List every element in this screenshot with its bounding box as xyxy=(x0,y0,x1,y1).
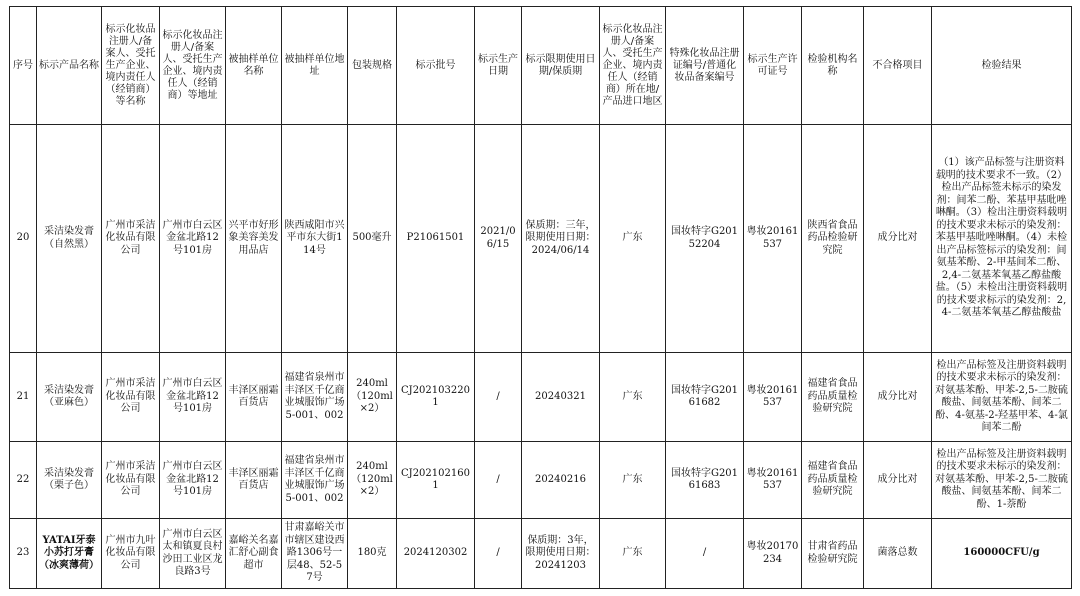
header-sampled-unit-name: 被抽样单位名称 xyxy=(226,7,282,125)
cell-lab: 陕西省食品药品检验研究院 xyxy=(802,125,864,353)
sampling-results-table xyxy=(9,6,1072,589)
table-row xyxy=(10,442,1072,519)
header-batch: 标示批号 xyxy=(397,7,475,125)
cell-license-no: 粤妆20161537 xyxy=(744,442,802,519)
cell-cert-no: 国妆特字G20152204 xyxy=(666,125,744,353)
cell-cert-no: 国妆特字G20161682 xyxy=(666,353,744,442)
cell-product-name: YATAI牙泰小苏打牙膏（冰爽薄荷） xyxy=(37,519,102,589)
header-row xyxy=(10,7,1072,125)
cell-sampled-unit-name: 兴平市好形象美容美发用品店 xyxy=(226,125,282,353)
cell-registrant-name: 广州市采洁化妆品有限公司 xyxy=(102,353,160,442)
cell-cert-no: / xyxy=(666,519,744,589)
cell-sampled-unit-address: 福建省泉州市丰泽区千亿商业城服饰广场5-001、002 xyxy=(282,353,348,442)
cell-seq: 23 xyxy=(10,519,37,589)
header-result: 检验结果 xyxy=(932,7,1072,125)
cell-seq: 20 xyxy=(10,125,37,353)
table-row xyxy=(10,353,1072,442)
header-origin: 标示化妆品注册人/备案人、受托生产企业、境内责任人（经销商）所在地/产品进口地区 xyxy=(600,7,666,125)
header-sampled-unit-address: 被抽样单位地址 xyxy=(282,7,348,125)
cell-registrant-address: 广州市白云区太和镇夏良村沙田工业区龙良路3号 xyxy=(160,519,226,589)
cell-failed-item: 菌落总数 xyxy=(864,519,932,589)
cell-registrant-address: 广州市白云区金盆北路12号101房 xyxy=(160,353,226,442)
cell-registrant-address: 广州市白云区金盆北路12号101房 xyxy=(160,442,226,519)
cell-product-name: 采洁染发膏（自然黑） xyxy=(37,125,102,353)
header-product-name: 标示产品名称 xyxy=(37,7,102,125)
cell-spec: 240ml（120ml×2） xyxy=(348,353,397,442)
header-expiry: 标示限期使用日期/保质期 xyxy=(522,7,600,125)
cell-registrant-name: 广州市采洁化妆品有限公司 xyxy=(102,442,160,519)
cell-failed-item: 成分比对 xyxy=(864,442,932,519)
header-lab: 检验机构名称 xyxy=(802,7,864,125)
cell-batch: 2024120302 xyxy=(397,519,475,589)
header-prod-date: 标示生产日期 xyxy=(475,7,522,125)
cell-batch: CJ2021021601 xyxy=(397,442,475,519)
cell-prod-date: / xyxy=(475,519,522,589)
cell-sampled-unit-name: 丰泽区丽霜百货店 xyxy=(226,353,282,442)
cell-lab: 福建省食品药品质量检验研究院 xyxy=(802,442,864,519)
table-row xyxy=(10,125,1072,353)
cell-result: 检出产品标签及注册资料载明的技术要求未标示的染发剂：对氨基苯酚、甲苯-2,5-二胺硫酸盐、间氨基苯酚、间苯二酚、1-萘酚 xyxy=(932,442,1072,519)
table-row xyxy=(10,519,1072,589)
cell-license-no: 粤妆20161537 xyxy=(744,125,802,353)
page xyxy=(9,6,1072,589)
cell-prod-date: 2021/06/15 xyxy=(475,125,522,353)
cell-sampled-unit-address: 甘肃嘉峪关市市辖区建设西路1306号一层48、52-57号 xyxy=(282,519,348,589)
cell-registrant-address: 广州市白云区金盆北路12号101房 xyxy=(160,125,226,353)
header-license-no: 标示生产许可证号 xyxy=(744,7,802,125)
cell-lab: 福建省食品药品质量检验研究院 xyxy=(802,353,864,442)
cell-lab: 甘肃省药品检验研究院 xyxy=(802,519,864,589)
cell-expiry: 保质期：3年，限期使用日期：20241203 xyxy=(522,519,600,589)
cell-cert-no: 国妆特字G20161683 xyxy=(666,442,744,519)
cell-result: 检出产品标签及注册资料载明的技术要求未标示的染发剂：对氨基苯酚、甲苯-2,5-二胺硫酸盐、间氨基苯酚、间苯二酚、4-氨基-2-羟基甲苯、4-氯间苯二酚 xyxy=(932,353,1072,442)
header-failed-item: 不合格项目 xyxy=(864,7,932,125)
cell-seq: 22 xyxy=(10,442,37,519)
cell-origin: 广东 xyxy=(600,442,666,519)
cell-sampled-unit-name: 嘉峪关名嘉汇舒心副食超市 xyxy=(226,519,282,589)
cell-expiry: 20240321 xyxy=(522,353,600,442)
cell-spec: 180克 xyxy=(348,519,397,589)
cell-batch: CJ2021032201 xyxy=(397,353,475,442)
header-seq: 序号 xyxy=(10,7,37,125)
cell-failed-item: 成分比对 xyxy=(864,353,932,442)
cell-sampled-unit-address: 福建省泉州市丰泽区千亿商业城服饰广场5-001、002 xyxy=(282,442,348,519)
cell-registrant-name: 广州市九叶化妆品有限公司 xyxy=(102,519,160,589)
cell-prod-date: / xyxy=(475,442,522,519)
cell-failed-item: 成分比对 xyxy=(864,125,932,353)
cell-expiry: 20240216 xyxy=(522,442,600,519)
cell-origin: 广东 xyxy=(600,353,666,442)
cell-result: 160000CFU/g xyxy=(932,519,1072,589)
cell-product-name: 采洁染发膏（栗子色） xyxy=(37,442,102,519)
cell-seq: 21 xyxy=(10,353,37,442)
cell-expiry: 保质期：三年，限期使用日期：2024/06/14 xyxy=(522,125,600,353)
cell-batch: P21061501 xyxy=(397,125,475,353)
cell-spec: 240ml（120ml×2） xyxy=(348,442,397,519)
cell-origin: 广东 xyxy=(600,519,666,589)
cell-sampled-unit-address: 陕西咸阳市兴平市东大街114号 xyxy=(282,125,348,353)
cell-product-name: 采洁染发膏（亚麻色） xyxy=(37,353,102,442)
header-registrant-address: 标示化妆品注册人/备案人、受托生产企业、境内责任人（经销商）等地址 xyxy=(160,7,226,125)
cell-sampled-unit-name: 丰泽区丽霜百货店 xyxy=(226,442,282,519)
cell-result: （1）该产品标签与注册资料载明的技术要求不一致。（2）检出产品标签未标示的染发剂：间苯二酚、苯基甲基吡唑啉酮。（3）检出注册资料载明的技术要求未标示的染发剂：苯基甲基吡唑啉酮。（4）未检出产品标签标示的染发剂：间氨基苯酚、2-甲基间苯二酚、2,4-二氨基苯氧基乙醇盐酸盐。（5）未检出注册资料载明的技术要求标示的染发剂：2,4-二氨基苯氧基乙醇盐酸盐 xyxy=(932,125,1072,353)
cell-prod-date: / xyxy=(475,353,522,442)
header-spec: 包装规格 xyxy=(348,7,397,125)
cell-license-no: 粤妆20161537 xyxy=(744,353,802,442)
cell-spec: 500毫升 xyxy=(348,125,397,353)
cell-registrant-name: 广州市采洁化妆品有限公司 xyxy=(102,125,160,353)
header-cert-no: 特殊化妆品注册证编号/普通化妆品备案编号 xyxy=(666,7,744,125)
cell-origin: 广东 xyxy=(600,125,666,353)
header-registrant-name: 标示化妆品注册人/备案人、受托生产企业、境内责任人（经销商）等名称 xyxy=(102,7,160,125)
cell-license-no: 粤妆20170234 xyxy=(744,519,802,589)
